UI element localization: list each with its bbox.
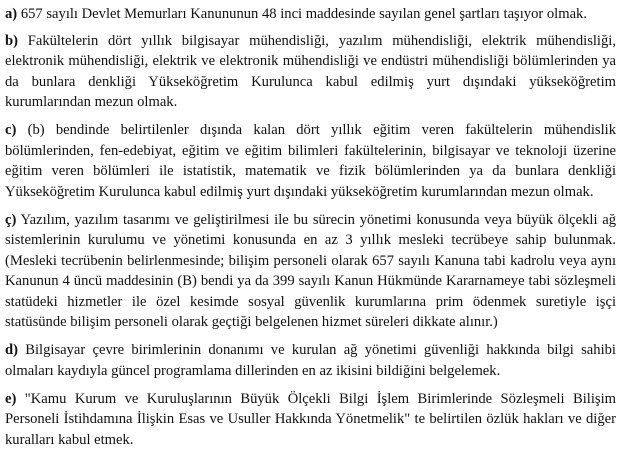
- item-text: (b) bendinde belirtilenler dışında kalan dört yıllık eğitim veren fakültelerin mühendislik bölümlerinden, fen-edebiyat, eğitim ve eğitim bilimleri fakültelerinin, bilgisayar ve teknoloji üzerine eğitim veren bölümleri ile istatistik, matematik ve fizik bölümlerinden ya da bunlara denkliği Yükseköğretim Kurulunca kabul edilmiş yurt dışındaki yükseköğretim kurumlarından mezun olmak.: [5, 122, 616, 200]
- requirement-item-c: [5, 120, 616, 202]
- requirement-item-b: [5, 31, 616, 113]
- item-text: "Kamu Kurum ve Kuruluşlarının Büyük Ölçekli Bilgi İşlem Birimlerinde Sözleşmeli Bilişim Personeli İstihdamına İlişkin Esas ve Usuller Hakkında Yönetmelik" te belirtilen özlük hakları ve diğer kuralları kabul etmek.: [5, 390, 616, 448]
- item-label: ç): [5, 211, 17, 228]
- item-label: c): [5, 122, 17, 138]
- requirement-item-e: [5, 389, 616, 451]
- item-label: d): [5, 342, 18, 358]
- item-label: e): [5, 390, 17, 407]
- item-text: 657 sayılı Devlet Memurları Kanununun 48 inci maddesinde sayılan genel şartları taşıyor olmak.: [20, 6, 588, 22]
- item-text: Yazılım, yazılım tasarımı ve geliştirilmesi ile bu sürecin yönetimi konusunda veya büyük ölçekli ağ sistemlerinin kurulumu ve yönetimi konusunda en az 3 yıllık mesleki tecrübeye sahip bulunmak. (Mesleki tecrübenin belirlenmesinde; bilişim personeli olarak 657 sayılı Kanuna tabi kadrolu veya aynı Kanunun 4 üncü maddesinin (B) bendi ya da 399 sayılı Kanun Hükmünde Kararnameye tabi sözleşmeli statüdeki hizmetler ile özel kesimde sosyal güvenlik kurumlarına prim ödenmek suretiyle işçi statüsünde bilişim personeli olarak geçtiği belgelenen hizmet süreleri dikkate alınır.): [5, 211, 617, 330]
- item-text: Fakültelerin dört yıllık bilgisayar mühendisliği, yazılım mühendisliği, elektrik mühendisliği, elektronik mühendisliği, elektrik ve elektronik mühendisliği ve endüstri mühendisliği bölümlerinden ya da bunlara denkliği Yükseköğretim Kurulunca kabul edilmiş yurt dışındaki yükseköğretim kurumlarından mezun olmak.: [5, 32, 616, 110]
- item-text: Bilgisayar çevre birimlerinin donanımı ve kurulan ağ yönetimi güvenliği hakkında bilgi sahibi olmaları kaydıyla güncel programlama dillerinden en az ikisini bildiğini belgelemek.: [5, 342, 616, 379]
- requirement-item-a: [5, 4, 616, 25]
- requirement-item-d: [5, 340, 616, 381]
- item-label: a): [5, 6, 18, 22]
- item-label: b): [5, 32, 18, 49]
- requirement-item-c-cedilla: [5, 210, 616, 333]
